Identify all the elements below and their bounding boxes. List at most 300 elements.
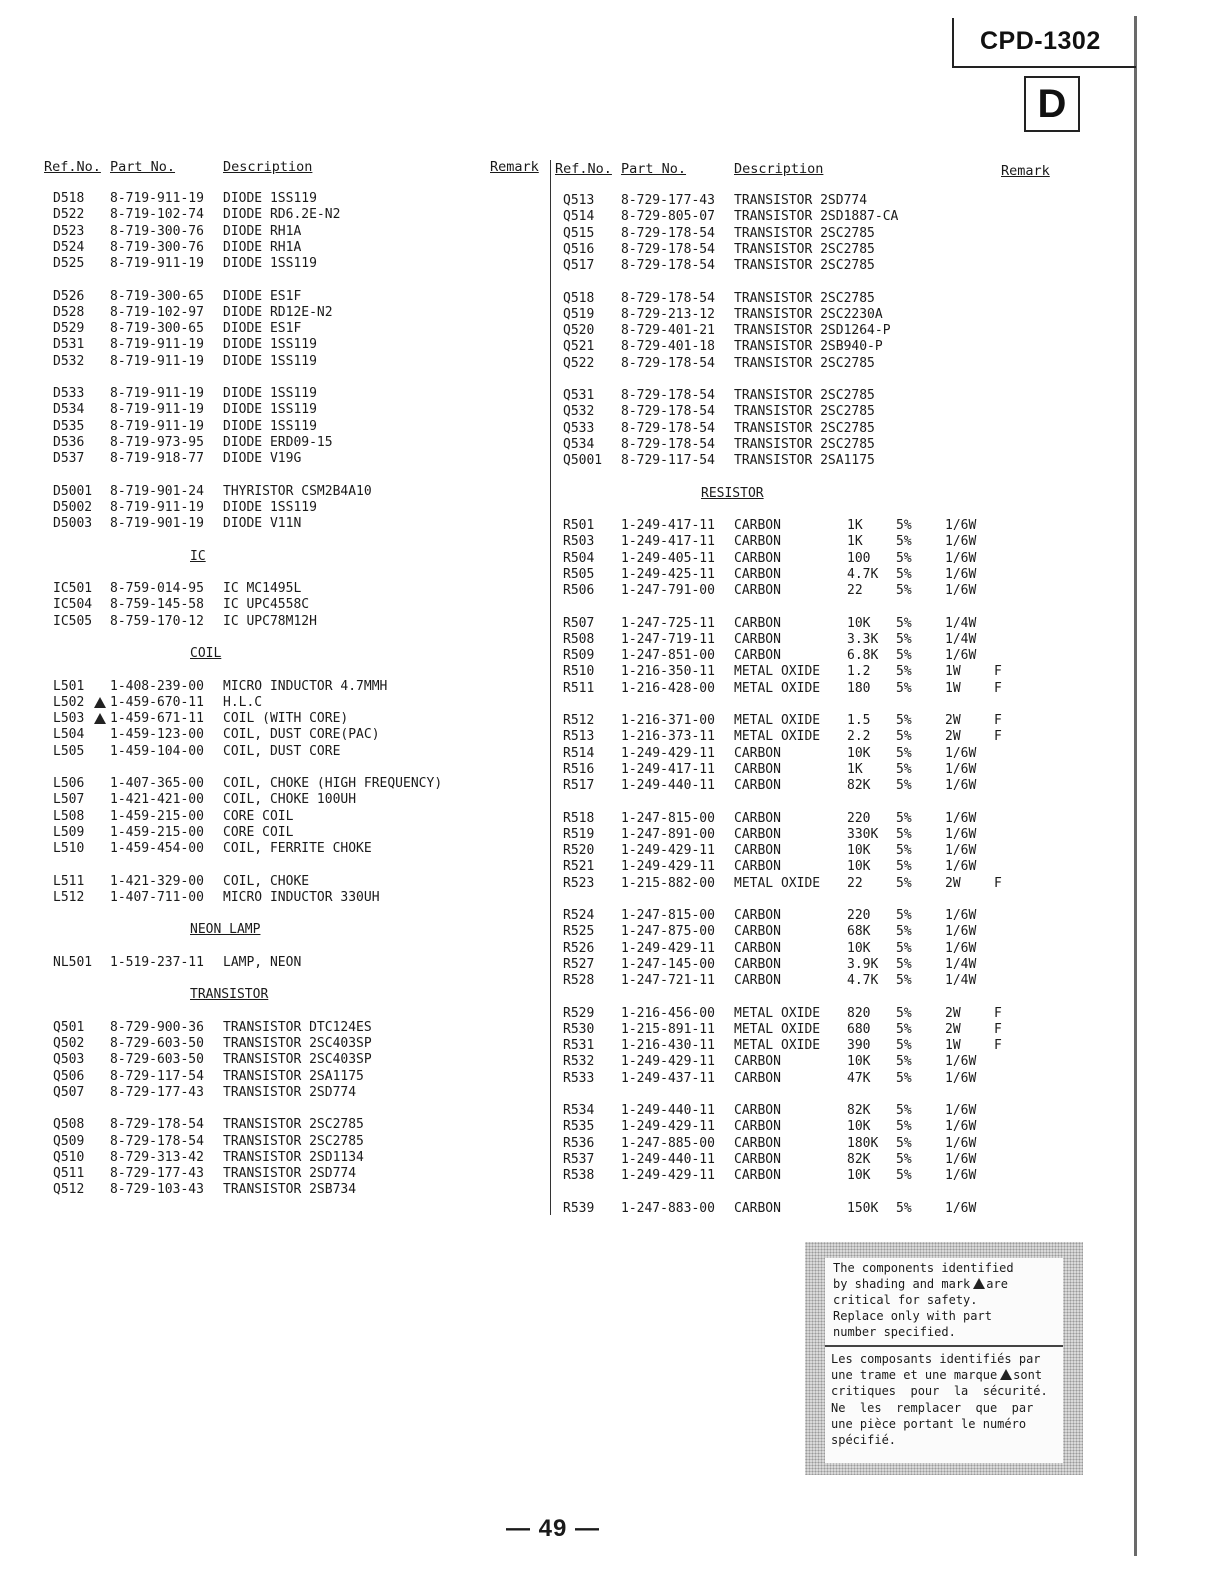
wattage: 1/6W — [945, 859, 977, 875]
tolerance: 5% — [896, 615, 912, 631]
tolerance: 5% — [896, 1119, 912, 1135]
description: TRANSISTOR DTC124ES — [223, 1019, 372, 1035]
description: CARBON — [734, 924, 781, 940]
wattage: 2W — [945, 729, 961, 745]
resistance-value: 1.5 — [847, 713, 871, 728]
part-no: 1-247-851-00 — [621, 648, 715, 663]
parts-row — [0, 1038, 1224, 1054]
tolerance: 5% — [896, 518, 912, 533]
parts-row — [0, 304, 1224, 323]
part-no: 1-247-791-00 — [621, 583, 715, 598]
ref-no: D531 — [53, 337, 85, 353]
parts-row — [0, 567, 1224, 583]
part-no: 1-459-454-00 — [110, 841, 204, 856]
tolerance: 5% — [896, 729, 912, 745]
header-ref-no-right: Ref.No. — [555, 161, 612, 177]
description: COIL, CHOKE — [223, 873, 310, 889]
description: CARBON — [734, 1119, 781, 1135]
ref-no: R527 — [563, 956, 595, 972]
resistance-value: 820 — [847, 1005, 871, 1021]
ref-no: R530 — [563, 1021, 595, 1037]
ref-no: Q534 — [563, 436, 595, 452]
ref-no: R507 — [563, 615, 595, 631]
tolerance: 5% — [896, 1054, 912, 1070]
tolerance: 5% — [896, 566, 912, 582]
parts-row — [0, 518, 1224, 534]
description: TRANSISTOR 2SA1175 — [734, 453, 875, 468]
description: CARBON — [734, 648, 781, 663]
wattage: 2W — [945, 1021, 961, 1037]
part-no: 8-729-117-54 — [110, 1068, 204, 1084]
resistance-value: 1K — [847, 761, 863, 777]
part-no: 1-216-428-00 — [621, 680, 715, 696]
ref-no: Q510 — [53, 1149, 85, 1165]
parts-row — [0, 678, 1224, 697]
tolerance: 5% — [896, 534, 912, 550]
parts-row — [0, 778, 1224, 794]
ref-no: Q531 — [563, 388, 595, 403]
tolerance: 5% — [896, 1021, 912, 1037]
part-no: 8-719-102-97 — [110, 304, 204, 320]
ref-no: D532 — [53, 353, 85, 369]
part-no: 1-249-417-11 — [621, 534, 715, 550]
tolerance: 5% — [896, 550, 912, 566]
ref-no: D533 — [53, 386, 85, 401]
part-no: 1-249-429-11 — [621, 940, 715, 956]
safety-warning-icon — [1000, 1369, 1012, 1380]
description: TRANSISTOR 2SC2230A — [734, 306, 883, 322]
resistance-value: 100 — [847, 550, 871, 566]
ref-no: R528 — [563, 973, 595, 988]
part-no: 1-408-239-00 — [110, 678, 204, 694]
parts-row — [0, 1103, 1224, 1119]
part-no: 8-729-178-54 — [621, 355, 715, 371]
ref-no: L507 — [53, 792, 85, 808]
description: COIL, DUST CORE — [223, 743, 341, 759]
ref-no: R501 — [563, 518, 595, 533]
resistance-value: 220 — [847, 810, 871, 826]
ref-no: D523 — [53, 223, 85, 239]
page-number: — 49 — — [506, 1515, 601, 1542]
part-no: 1-249-417-11 — [621, 518, 715, 533]
description: CARBON — [734, 745, 781, 761]
description: CARBON — [734, 1135, 781, 1151]
description: DIODE ES1F — [223, 288, 302, 304]
part-no: 1-247-883-00 — [621, 1200, 715, 1216]
ref-no: Q511 — [53, 1166, 85, 1181]
description: CARBON — [734, 631, 781, 647]
description: IC MC1495L — [223, 581, 302, 596]
part-no: 8-719-911-19 — [110, 418, 204, 434]
part-no: 1-459-670-11 — [110, 694, 204, 710]
resistance-value: 4.7K — [847, 973, 879, 988]
parts-row — [0, 1068, 1224, 1087]
description: COIL, DUST CORE(PAC) — [223, 727, 380, 743]
parts-row — [0, 209, 1224, 225]
wattage: 1/6W — [945, 778, 977, 793]
notice-en-line: are — [986, 1277, 1008, 1291]
ref-no: D518 — [53, 191, 85, 206]
wattage: 1/4W — [945, 631, 977, 647]
description: DIODE V19G — [223, 451, 302, 466]
description: CORE COIL — [223, 808, 294, 824]
ref-no: L508 — [53, 808, 85, 824]
part-no: 8-729-603-50 — [110, 1052, 204, 1068]
resistance-value: 180K — [847, 1135, 879, 1151]
description: CORE COIL — [223, 824, 294, 840]
ref-no: Q518 — [563, 290, 595, 306]
part-no: 8-729-178-54 — [110, 1117, 204, 1133]
parts-row — [0, 873, 1224, 892]
section-heading: COIL — [190, 646, 222, 661]
wattage: 1/6W — [945, 1135, 977, 1151]
ref-no: Q503 — [53, 1052, 85, 1068]
notice-en-line: by shading and mark — [833, 1277, 971, 1291]
ref-no: D5001 — [53, 483, 93, 499]
description: METAL OXIDE — [734, 1021, 821, 1037]
part-no: 1-216-430-11 — [621, 1038, 715, 1053]
part-no: 8-729-401-21 — [621, 323, 715, 338]
description: MICRO INDUCTOR 330UH — [223, 889, 380, 905]
wattage: 1/6W — [945, 908, 977, 923]
description: LAMP, NEON — [223, 954, 302, 970]
ref-no: D536 — [53, 434, 85, 450]
part-no: 1-216-456-00 — [621, 1005, 715, 1021]
parts-row — [0, 1019, 1224, 1038]
resistance-value: 10K — [847, 1168, 871, 1183]
description: TRANSISTOR 2SC2785 — [734, 258, 875, 273]
part-no: 8-729-178-54 — [621, 241, 715, 257]
ref-no: R503 — [563, 534, 595, 550]
parts-row — [0, 713, 1224, 729]
part-no: 1-215-891-11 — [621, 1021, 715, 1037]
resistance-value: 82K — [847, 778, 871, 793]
tolerance: 5% — [896, 745, 912, 761]
notice-fr-line: sont — [1013, 1368, 1043, 1383]
description: TRANSISTOR 2SD1264-P — [734, 323, 891, 338]
description: CARBON — [734, 518, 781, 533]
notice-en-line: The components identified — [833, 1261, 1014, 1275]
ref-no: R517 — [563, 778, 595, 793]
description: IC UPC78M12H — [223, 613, 317, 629]
part-no: 1-249-425-11 — [621, 566, 715, 582]
ref-no: R537 — [563, 1151, 595, 1167]
ref-no: R523 — [563, 875, 595, 891]
ref-no: D535 — [53, 418, 85, 434]
remark: F — [994, 875, 1002, 891]
ref-no: D528 — [53, 304, 85, 320]
parts-row — [0, 339, 1224, 355]
safety-warning-icon — [94, 697, 106, 708]
ref-no: R519 — [563, 826, 595, 842]
resistance-value: 22 — [847, 583, 863, 598]
wattage: 1/6W — [945, 1151, 977, 1167]
wattage: 1/6W — [945, 826, 977, 842]
part-no: 8-719-911-19 — [110, 353, 204, 369]
part-no: 8-729-177-43 — [110, 1166, 204, 1181]
part-no: 1-407-711-00 — [110, 889, 204, 905]
part-no: 8-729-178-54 — [621, 404, 715, 420]
resistance-value: 220 — [847, 908, 871, 923]
description: TRANSISTOR 2SC2785 — [734, 225, 875, 241]
part-no: 8-729-805-07 — [621, 209, 715, 225]
parts-row — [0, 808, 1224, 827]
tolerance: 5% — [896, 859, 912, 875]
part-no: 8-729-401-18 — [621, 339, 715, 355]
ref-no: R533 — [563, 1070, 595, 1086]
description: TRANSISTOR 2SD1887-CA — [734, 209, 899, 225]
part-no: 1-249-440-11 — [621, 1151, 715, 1167]
ref-no: R504 — [563, 550, 595, 566]
part-no: 1-249-417-11 — [621, 761, 715, 777]
remark: F — [994, 664, 1002, 680]
ref-no: D525 — [53, 256, 85, 271]
part-no: 8-719-901-24 — [110, 483, 204, 499]
part-no: 1-247-875-00 — [621, 924, 715, 940]
parts-row — [0, 353, 1224, 372]
description: DIODE ES1F — [223, 321, 302, 336]
description: TRANSISTOR 2SC2785 — [734, 404, 875, 420]
resistance-value: 2.2 — [847, 729, 871, 745]
part-no: 1-247-815-00 — [621, 810, 715, 826]
wattage: 2W — [945, 1005, 961, 1021]
ref-no: D526 — [53, 288, 85, 304]
wattage: 2W — [945, 713, 961, 728]
remark: F — [994, 729, 1002, 745]
parts-row — [0, 1085, 1224, 1101]
part-no: 1-216-373-11 — [621, 729, 715, 745]
resistance-value: 68K — [847, 924, 871, 940]
parts-row — [0, 388, 1224, 404]
description: CARBON — [734, 940, 781, 956]
remark: F — [994, 1005, 1002, 1021]
wattage: 1/6W — [945, 924, 977, 940]
part-no: 8-729-117-54 — [621, 453, 715, 468]
tolerance: 5% — [896, 826, 912, 842]
wattage: 1/6W — [945, 761, 977, 777]
wattage: 1W — [945, 664, 961, 680]
tolerance: 5% — [896, 940, 912, 956]
header-part-no-right: Part No. — [621, 161, 687, 177]
ref-no: Q520 — [563, 323, 595, 338]
resistance-value: 10K — [847, 1119, 871, 1135]
part-no: 1-247-145-00 — [621, 956, 715, 972]
part-no: 1-216-350-11 — [621, 664, 715, 680]
part-no: 1-407-365-00 — [110, 776, 204, 791]
description: DIODE 1SS119 — [223, 418, 317, 434]
part-no: 1-519-237-11 — [110, 954, 204, 970]
description: TRANSISTOR 2SC403SP — [223, 1052, 372, 1068]
parts-row — [0, 792, 1224, 808]
ref-no: R532 — [563, 1054, 595, 1070]
remark: F — [994, 1021, 1002, 1037]
resistance-value: 22 — [847, 875, 863, 891]
ref-no: R516 — [563, 761, 595, 777]
description: METAL OXIDE — [734, 680, 821, 696]
section-letter: D — [1024, 76, 1080, 132]
ref-no: Q532 — [563, 404, 595, 420]
parts-row — [0, 1133, 1224, 1152]
resistance-value: 1.2 — [847, 664, 871, 680]
tolerance: 5% — [896, 875, 912, 891]
ref-no: Q501 — [53, 1019, 85, 1035]
ref-no: R538 — [563, 1168, 595, 1183]
description: DIODE V11N — [223, 516, 302, 531]
parts-row — [0, 1168, 1224, 1184]
part-no: 8-729-178-54 — [621, 436, 715, 452]
description: DIODE 1SS119 — [223, 402, 317, 418]
tolerance: 5% — [896, 1135, 912, 1151]
part-no: 8-759-014-95 — [110, 581, 204, 596]
ref-no: Q517 — [563, 258, 595, 273]
part-no: 1-247-815-00 — [621, 908, 715, 923]
notice-fr-line: Les composants identifiés par — [831, 1352, 1041, 1366]
tolerance: 5% — [896, 973, 912, 988]
resistance-value: 82K — [847, 1151, 871, 1167]
parts-row — [0, 1201, 1224, 1217]
ref-no: IC505 — [53, 613, 93, 629]
description: DIODE ERD09-15 — [223, 434, 333, 450]
parts-row — [0, 824, 1224, 843]
part-no: 8-729-213-12 — [621, 306, 715, 322]
description: DIODE 1SS119 — [223, 191, 317, 206]
parts-row — [0, 1054, 1224, 1070]
ref-no: Q519 — [563, 306, 595, 322]
section-heading: TRANSISTOR — [190, 987, 269, 1003]
part-no: 8-729-178-54 — [621, 420, 715, 436]
part-no: 8-719-300-76 — [110, 239, 204, 255]
description: METAL OXIDE — [734, 1038, 821, 1053]
notice-fr-line: critiques pour la sécurité. — [831, 1384, 1048, 1399]
header-remark-right: Remark — [1001, 163, 1050, 179]
wattage: 1W — [945, 1038, 961, 1053]
wattage: 1/6W — [945, 1054, 977, 1070]
safety-notice — [805, 1242, 1083, 1475]
description: COIL (WITH CORE) — [223, 711, 349, 726]
resistance-value: 3.3K — [847, 631, 879, 647]
ref-no: R539 — [563, 1200, 595, 1216]
tolerance: 5% — [896, 631, 912, 647]
resistance-value: 10K — [847, 745, 871, 761]
ref-no: R534 — [563, 1103, 595, 1118]
part-no: 1-249-429-11 — [621, 1168, 715, 1183]
header-part-no-left: Part No. — [110, 159, 176, 175]
tolerance: 5% — [896, 1005, 912, 1021]
ref-no: Q522 — [563, 355, 595, 371]
ref-no: R509 — [563, 648, 595, 663]
resistance-value: 10K — [847, 615, 871, 631]
tolerance: 5% — [896, 1151, 912, 1167]
wattage: 1W — [945, 680, 961, 696]
part-no: 1-459-215-00 — [110, 808, 204, 824]
description: TRANSISTOR 2SC2785 — [734, 388, 875, 403]
part-no: 8-719-918-77 — [110, 451, 204, 466]
tolerance: 5% — [896, 1038, 912, 1053]
tolerance: 5% — [896, 680, 912, 696]
part-no: 8-729-178-54 — [621, 258, 715, 273]
wattage: 1/6W — [945, 1103, 977, 1118]
parts-row — [0, 954, 1224, 973]
ref-no: D529 — [53, 321, 85, 336]
wattage: 1/6W — [945, 1168, 977, 1183]
parts-row — [0, 843, 1224, 859]
part-no: 1-421-329-00 — [110, 873, 204, 889]
description: CARBON — [734, 1200, 781, 1216]
description: DIODE 1SS119 — [223, 353, 317, 369]
header-description-left: Description — [223, 159, 313, 175]
part-no: 8-729-313-42 — [110, 1149, 204, 1165]
parts-row — [0, 288, 1224, 307]
parts-row — [0, 418, 1224, 437]
wattage: 2W — [945, 875, 961, 891]
ref-no: Q5001 — [563, 453, 603, 468]
part-no: 1-249-440-11 — [621, 778, 715, 793]
tolerance: 5% — [896, 908, 912, 923]
description: DIODE RD12E-N2 — [223, 304, 333, 320]
ref-no: R525 — [563, 924, 595, 940]
resistance-value: 390 — [847, 1038, 871, 1053]
ref-no: D537 — [53, 451, 85, 466]
wattage: 1/6W — [945, 1119, 977, 1135]
part-no: 1-459-104-00 — [110, 743, 204, 759]
resistance-value: 180 — [847, 680, 871, 696]
section-heading: RESISTOR — [701, 485, 764, 501]
tolerance: 5% — [896, 648, 912, 663]
wattage: 1/6W — [945, 810, 977, 826]
description: TRANSISTOR 2SC2785 — [223, 1133, 364, 1149]
part-no: 8-729-178-54 — [110, 1133, 204, 1149]
resistance-value: 1K — [847, 534, 863, 550]
part-no: 1-459-215-00 — [110, 824, 204, 840]
parts-row — [0, 1006, 1224, 1022]
part-no: 1-459-671-11 — [110, 711, 204, 726]
part-no: 8-719-911-19 — [110, 402, 204, 418]
ref-no: R529 — [563, 1005, 595, 1021]
part-no: 8-729-178-54 — [621, 388, 715, 403]
ref-no: D534 — [53, 402, 85, 418]
ref-no: R508 — [563, 631, 595, 647]
safety-notice-english — [833, 1260, 1055, 1340]
parts-row — [0, 743, 1224, 762]
ref-no: R510 — [563, 664, 595, 680]
part-no: 1-247-891-00 — [621, 826, 715, 842]
part-no: 1-249-429-11 — [621, 745, 715, 761]
part-no: 8-719-911-19 — [110, 499, 204, 515]
notice-en-line: number specified. — [833, 1325, 956, 1339]
parts-row — [0, 548, 1224, 567]
ref-no: Q521 — [563, 339, 595, 355]
description: DIODE 1SS119 — [223, 337, 317, 353]
part-no: 8-729-103-43 — [110, 1182, 204, 1198]
ref-no: R512 — [563, 713, 595, 728]
wattage: 1/6W — [945, 566, 977, 582]
wattage: 1/4W — [945, 956, 977, 972]
part-no: 1-247-719-11 — [621, 631, 715, 647]
parts-row — [0, 193, 1224, 209]
notice-fr-line: spécifié. — [831, 1433, 897, 1448]
description: H.L.C — [223, 694, 263, 710]
ref-no: Q509 — [53, 1133, 85, 1149]
description: CARBON — [734, 810, 781, 826]
part-no: 1-247-885-00 — [621, 1135, 715, 1151]
wattage: 1/6W — [945, 550, 977, 566]
description: DIODE 1SS119 — [223, 386, 317, 401]
part-no: 8-719-901-19 — [110, 516, 204, 531]
ref-no: L501 — [53, 678, 85, 694]
description: CARBON — [734, 566, 781, 582]
ref-no: R524 — [563, 908, 595, 923]
tolerance: 5% — [896, 810, 912, 826]
